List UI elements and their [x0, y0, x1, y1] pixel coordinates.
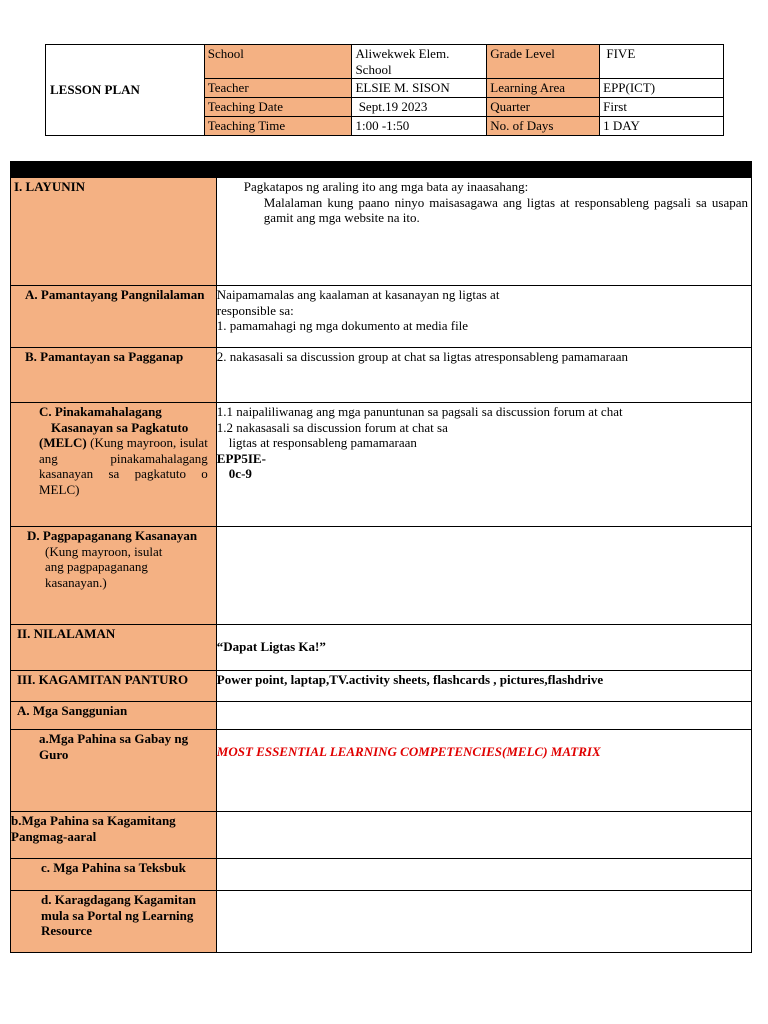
- header-row: [46, 45, 724, 79]
- kagamitan-text: Power point, laptap,TV.activity sheets, flashcards , pictures,flashdrive: [216, 671, 751, 702]
- row-pamantayang-pangnilalaman: [11, 286, 752, 348]
- learning-area-value: EPP(ICT): [600, 79, 724, 98]
- quarter-label: Quarter: [487, 98, 600, 117]
- teaching-date-value: Sept.19 2023: [352, 98, 487, 117]
- row-kagamitan: [11, 671, 752, 702]
- melc-code-1: EPP5IE-: [216, 450, 266, 466]
- row-karagdagang: [11, 891, 752, 953]
- row-gabay: [11, 730, 752, 812]
- learning-area-label: Learning Area: [487, 79, 600, 98]
- karagdagang-label: d. Karagdagang Kagamitan mula sa Portal ng Learning Resource: [11, 891, 217, 953]
- pamantayang-pangnilalaman-text: Naipamamalas ang kaalaman at kasanayan ng ligtas at responsible sa: 1. pamamahagi ng mga dokumento at media file: [216, 286, 751, 348]
- school-value: Aliwekwek Elem. School: [352, 45, 487, 79]
- quarter-value: First: [600, 98, 724, 117]
- kagamitang-content: [216, 812, 751, 859]
- karagdagang-content: [216, 891, 751, 953]
- lesson-plan-body-table: [10, 161, 752, 953]
- kagamitan-label: III. KAGAMITAN PANTURO: [11, 671, 217, 702]
- row-pamantayan-sa-pagganap: [11, 348, 752, 403]
- melc-label-line-2: Kasanayan sa Pagkatuto: [51, 419, 189, 435]
- row-nilalaman: [11, 625, 752, 671]
- pagpapaganang-label-title: D. Pagpapaganang Kasanayan: [27, 528, 198, 543]
- sanggunian-content: [216, 702, 751, 730]
- teksbuk-content: [216, 859, 751, 891]
- teaching-date-label: Teaching Date: [204, 98, 352, 117]
- melc-line-1: 1.1 naipaliliwanag ang mga panuntunan sa pagsali sa discussion forum at chat: [216, 404, 623, 419]
- row-melc: [11, 403, 752, 527]
- gabay-label: a.Mga Pahina sa Gabay ng Guro: [11, 730, 217, 812]
- row-pagpapaganang: [11, 527, 752, 625]
- row-layunin: [11, 178, 752, 286]
- school-label: School: [204, 45, 352, 79]
- row-teksbuk: [11, 859, 752, 891]
- pamantayang-pangnilalaman-label: A. Pamantayang Pangnilalaman: [11, 286, 217, 348]
- teaching-time-label: Teaching Time: [204, 117, 352, 136]
- melc-abbr: (MELC): [39, 435, 87, 451]
- gabay-text: MOST ESSENTIAL LEARNING COMPETENCIES(MELC) MATRIX: [216, 730, 751, 812]
- pamantayan-sa-pagganap-text: 2. nakasasali sa discussion group at chat sa ligtas atresponsableng pamamaraan: [216, 348, 751, 403]
- no-of-days-label: No. of Days: [487, 117, 600, 136]
- lesson-plan-title: LESSON PLAN: [46, 45, 205, 136]
- layunin-line-1: Pagkatapos ng araling ito ang mga bata ay inaasahang:: [243, 179, 529, 194]
- nilalaman-label: II. NILALAMAN: [11, 625, 217, 671]
- pamantayan-sa-pagganap-label: B. Pamantayan sa Pagganap: [11, 348, 217, 403]
- layunin-content: [216, 178, 751, 286]
- melc-label-note: [39, 435, 208, 497]
- layunin-line-2: Malalaman kung paano ninyo maisasagawa ang ligtas at responsableng pagsali sa usapan gamit ang mga website na ito.: [263, 194, 748, 226]
- pagpapaganang-content: [216, 527, 751, 625]
- no-of-days-value: 1 DAY: [600, 117, 724, 136]
- melc-label: [11, 403, 217, 527]
- melc-code-2: 0c-9: [228, 466, 252, 482]
- teksbuk-label: c. Mga Pahina sa Teksbuk: [11, 859, 217, 891]
- melc-label-line-1: C. Pinakamahalagang: [39, 404, 162, 419]
- melc-label-note-text: (Kung mayroon, isulat ang pinakamahalagang kasanayan sa pagkatuto o MELC): [39, 435, 208, 497]
- kagamitang-label: b.Mga Pahina sa Kagamitang Pangmag-aaral: [11, 812, 217, 859]
- nilalaman-text: “Dapat Ligtas Ka!”: [216, 625, 751, 671]
- grade-level-label: Grade Level: [487, 45, 600, 79]
- lesson-plan-header-table: [45, 44, 724, 136]
- pagpapaganang-label: [11, 527, 217, 625]
- melc-line-3: ligtas at responsableng pamamaraan: [228, 435, 417, 451]
- melc-line-2: 1.2 nakasasali sa discussion forum at chat sa: [216, 419, 448, 435]
- sanggunian-label: A. Mga Sanggunian: [11, 702, 217, 730]
- row-sanggunian: [11, 702, 752, 730]
- grade-level-value: FIVE: [600, 45, 724, 79]
- layunin-label: I. LAYUNIN: [11, 178, 217, 286]
- melc-content: [216, 403, 751, 527]
- teacher-label: Teacher: [204, 79, 352, 98]
- teaching-time-value: 1:00 -1:50: [352, 117, 487, 136]
- black-header-bar: [11, 162, 752, 178]
- row-kagamitang-pangmag-aaral: [11, 812, 752, 859]
- teacher-value: ELSIE M. SISON: [352, 79, 487, 98]
- pagpapaganang-label-note: (Kung mayroon, isulat ang pagpapaganang kasanayan.): [45, 543, 163, 590]
